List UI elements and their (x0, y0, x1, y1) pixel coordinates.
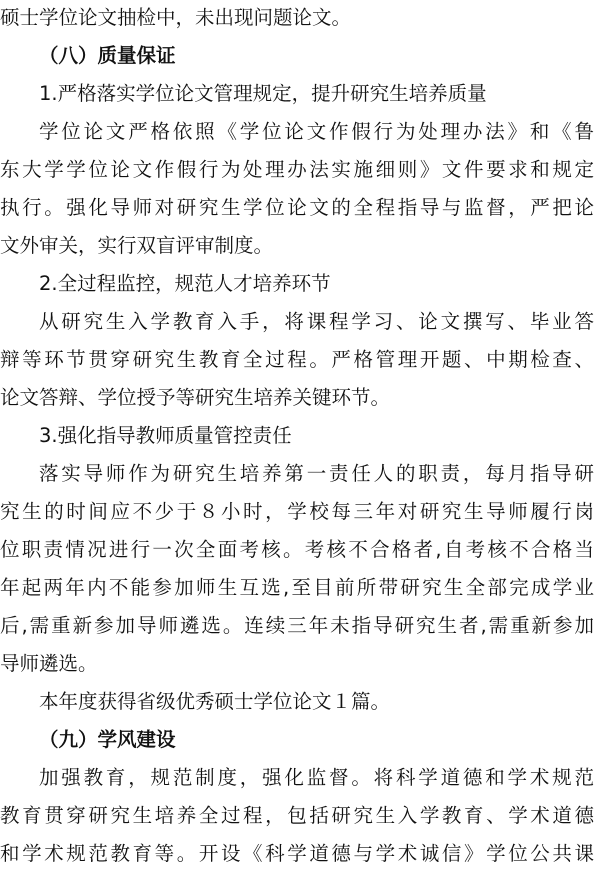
section-heading: （九）学风建设 (39, 728, 176, 751)
paragraph-line: 论文答辩、学位授予等研究生培养关键环节。 (0, 386, 391, 409)
paragraph-line: 文外审关，实行双盲评审制度。 (0, 234, 274, 257)
subsection-heading: 3.强化指导教师质量管控责任 (39, 424, 292, 447)
paragraph-line: 教育贯穿研究生培养全过程，包括研究生入学教育、学术道德 (0, 804, 594, 827)
paragraph-line: 位职责情况进行一次全面考核。考核不合格者,自考核不合格当 (0, 538, 594, 561)
paragraph-line: 落实导师作为研究生培养第一责任人的职责，每月指导研 (39, 462, 594, 485)
paragraph-line: 学位论文严格依照《学位论文作假行为处理办法》和《鲁 (39, 120, 594, 143)
paragraph-line: 究生的时间应不少于８小时，学校每三年对研究生导师履行岗 (0, 500, 594, 523)
paragraph-line: 从研究生入学教育入手，将课程学习、论文撰写、毕业答 (39, 310, 594, 333)
paragraph-line: 硕士学位论文抽检中，未出现问题论文。 (0, 6, 352, 29)
paragraph-line: 后,需重新参加导师遴选。连续三年未指导研究生者,需重新参加 (0, 614, 594, 637)
paragraph-line: 辩等环节贯穿研究生教育全过程。严格管理开题、中期检查、 (0, 348, 594, 371)
paragraph-line: 和学术规范教育等。开设《科学道德与学术诚信》学位公共课 (0, 842, 594, 865)
paragraph-line: 年起两年内不能参加师生互选,至目前所带研究生全部完成学业 (0, 576, 594, 599)
subsection-heading: 2.全过程监控，规范人才培养环节 (39, 272, 331, 295)
subsection-heading: 1.严格落实学位论文管理规定，提升研究生培养质量 (39, 82, 487, 105)
paragraph-line: 东大学学位论文作假行为处理办法实施细则》文件要求和规定 (0, 158, 594, 181)
paragraph-line: 导师遴选。 (0, 652, 98, 675)
paragraph-line: 执行。强化导师对研究生学位论文的全程指导与监督，严把论 (0, 196, 594, 219)
paragraph-line: 加强教育，规范制度，强化监督。将科学道德和学术规范 (39, 766, 594, 789)
section-heading: （八）质量保证 (39, 44, 176, 67)
paragraph-line: 本年度获得省级优秀硕士学位论文１篇。 (39, 690, 391, 713)
